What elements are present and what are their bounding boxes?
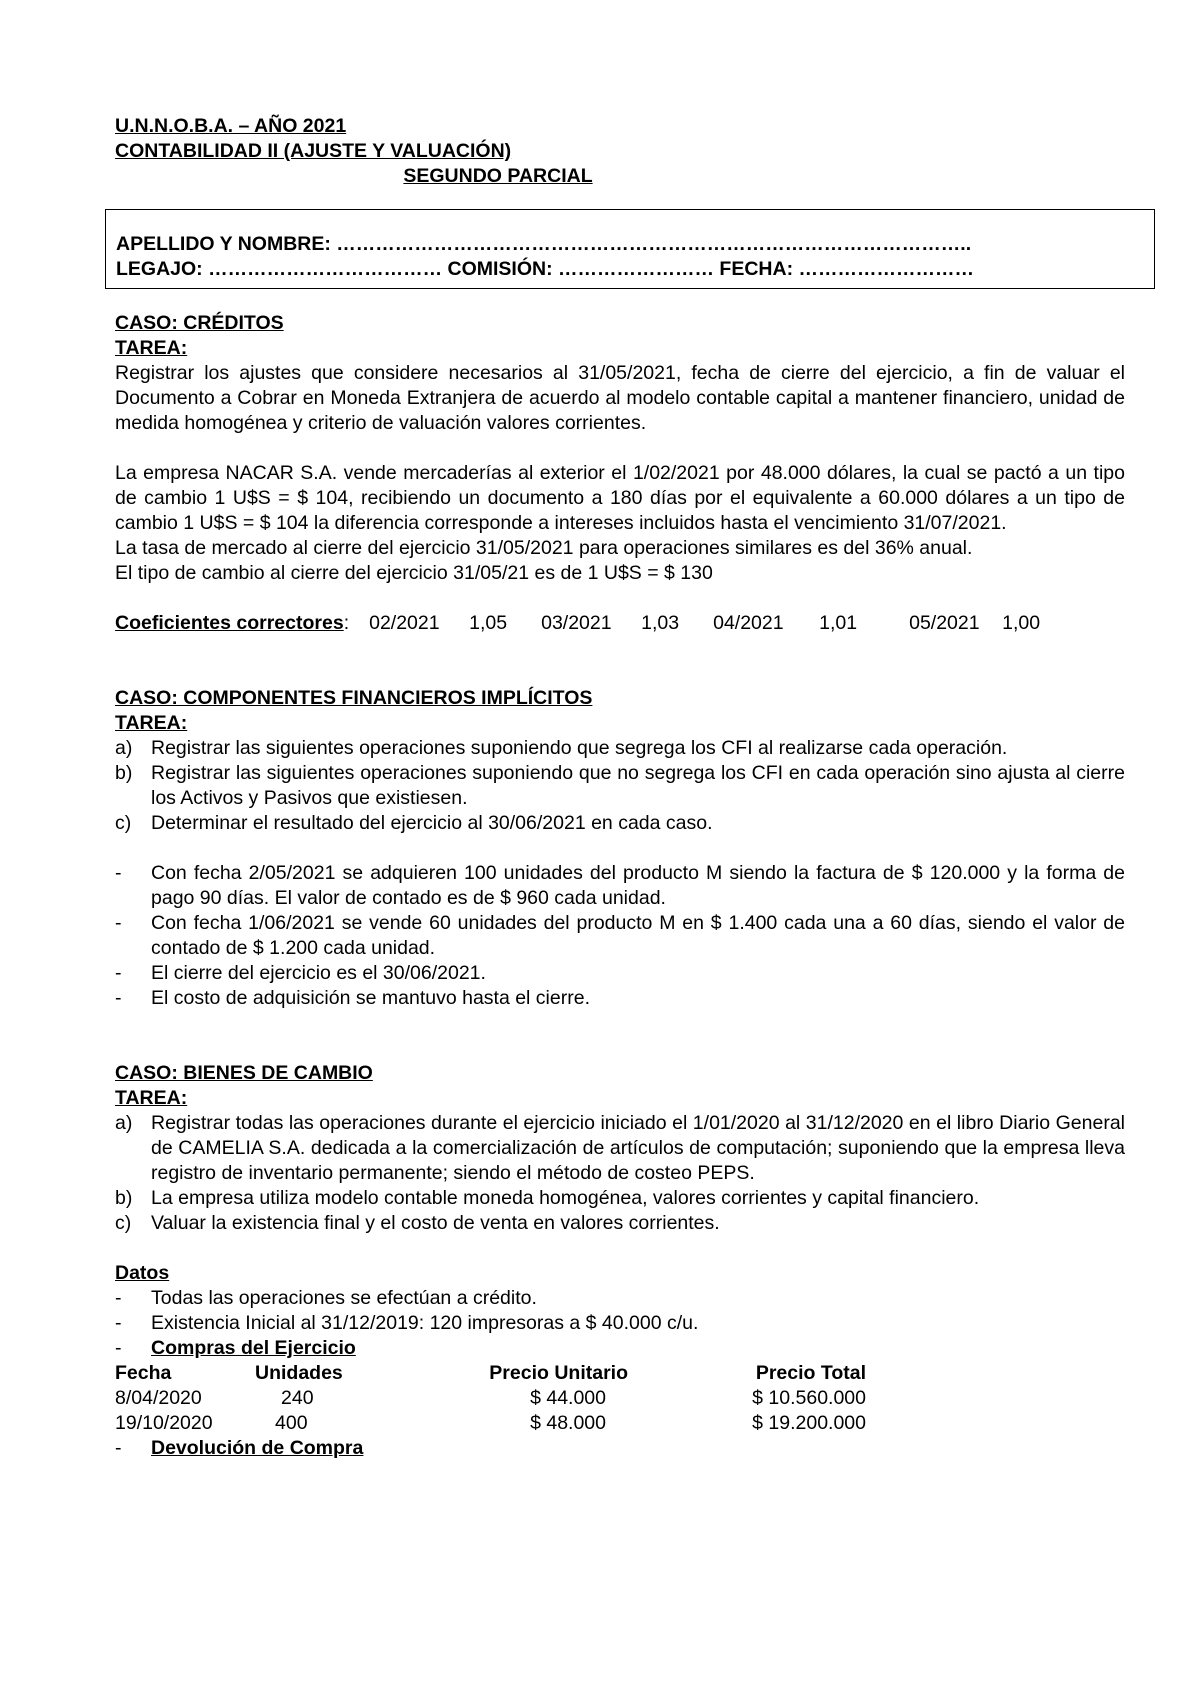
list-text: Registrar las siguientes operaciones suponiendo que no segrega los CFI en cada operación sino ajusta al cierre los Activos y Pasivos que existiesen. (151, 762, 1125, 809)
list-item (115, 811, 1125, 836)
list-item (115, 1111, 1125, 1186)
coeficientes-label: Coeficientes correctores (115, 612, 344, 634)
list-item (115, 1186, 1125, 1211)
compras-table (115, 1361, 866, 1436)
datos-title: Datos (115, 1262, 170, 1284)
caso-creditos-p3: La tasa de mercado al cierre del ejercicio 31/05/2021 para operaciones similares es del 36% anual. (115, 537, 973, 559)
table-cell: $ 44.000 (530, 1387, 606, 1409)
list-text: Registrar todas las operaciones durante el ejercicio iniciado el 1/01/2020 al 31/12/2020 en el libro Diario General de CAMELIA S.A. dedicada a la comercialización de artículos de computación; suponiendo que la empresa lleva registro de inventario permanente; siendo el método de costeo PEPS. (151, 1112, 1125, 1184)
list-item (115, 1211, 1125, 1236)
table-cell: 8/04/2020 (115, 1387, 202, 1409)
devolucion-title: Devolución de Compra (151, 1437, 364, 1459)
header-university: U.N.N.O.B.A. – AÑO 2021 (115, 115, 347, 137)
list-item (115, 1311, 1125, 1336)
list-marker: - (115, 912, 122, 934)
list-item (115, 736, 1125, 761)
table-cell: 240 (281, 1387, 314, 1409)
header-exam-title-wrap (115, 164, 881, 189)
list-item (115, 1336, 1125, 1361)
list-item (115, 961, 1125, 986)
list-marker: - (115, 1337, 122, 1359)
caso-creditos-tarea: TAREA: (115, 337, 188, 359)
list-marker: - (115, 1312, 122, 1334)
coef-valor-4: 1,00 (1002, 612, 1041, 634)
table-cell: $ 10.560.000 (752, 1387, 866, 1409)
list-text: El costo de adquisición se mantuvo hasta el cierre. (151, 987, 590, 1009)
table-header: Precio Total (755, 1362, 866, 1384)
coef-valor-1: 1,05 (469, 612, 508, 634)
student-id-box (105, 209, 1155, 289)
caso-bienes-tarea: TAREA: (115, 1087, 188, 1109)
list-item (115, 986, 1125, 1011)
table-cell: 19/10/2020 (115, 1412, 213, 1434)
devolucion-list (115, 1436, 1125, 1461)
table-header: Fecha (115, 1362, 172, 1384)
coef-mes-2: 03/2021 (541, 612, 612, 634)
list-text: El cierre del ejercicio es el 30/06/2021. (151, 962, 486, 984)
list-marker: c) (115, 1212, 132, 1234)
coef-mes-3: 04/2021 (713, 612, 784, 634)
document-content (115, 114, 1125, 1461)
list-marker: a) (115, 737, 133, 759)
header-exam-title: SEGUNDO PARCIAL (403, 165, 593, 187)
compras-title: Compras del Ejercicio (151, 1337, 356, 1359)
coef-mes-1: 02/2021 (369, 612, 440, 634)
caso-cfi-datos-list (115, 861, 1125, 1011)
caso-creditos-p4: El tipo de cambio al cierre del ejercicio 31/05/21 es de 1 U$S = $ 130 (115, 562, 713, 584)
caso-cfi-tarea: TAREA: (115, 712, 188, 734)
table-header: Precio Unitario (489, 1362, 628, 1384)
list-item (115, 1286, 1125, 1311)
list-text: Registrar las siguientes operaciones suponiendo que segrega los CFI al realizarse cada operación. (151, 737, 1008, 759)
caso-bienes-title: CASO: BIENES DE CAMBIO (115, 1062, 373, 1084)
coef-valor-2: 1,03 (641, 612, 680, 634)
list-marker: - (115, 987, 122, 1009)
list-marker: - (115, 1287, 122, 1309)
caso-cfi-title: CASO: COMPONENTES FINANCIEROS IMPLÍCITOS (115, 687, 593, 709)
list-marker: b) (115, 1187, 133, 1209)
list-item (115, 861, 1125, 911)
list-marker: b) (115, 762, 133, 784)
student-name-line: APELLIDO Y NOMBRE: …………………………………………………………………………………….. (116, 233, 972, 255)
list-marker: a) (115, 1112, 133, 1134)
coeficientes-row (115, 611, 1125, 636)
coef-mes-4: 05/2021 (909, 612, 980, 634)
caso-bienes-datos-list (115, 1286, 1125, 1361)
caso-creditos-p1: Registrar los ajustes que considere necesarios al 31/05/2021, fecha de cierre del ejercicio, a fin de valuar el Documento a Cobrar en Moneda Extranjera de acuerdo al modelo contable capital a mantener financiero, unidad de medida homogénea y criterio de valuación valores corrientes. (115, 362, 1125, 434)
table-row (115, 1411, 866, 1436)
list-item (115, 761, 1125, 811)
student-legajo-line: LEGAJO: ……………………………… COMISIÓN: …………………… FECHA: ……………………… (116, 258, 974, 280)
list-text: Con fecha 1/06/2021 se vende 60 unidades del producto M en $ 1.400 cada una a 60 días, siendo el valor de contado de $ 1.200 cada unidad. (151, 912, 1125, 959)
caso-creditos-title: CASO: CRÉDITOS (115, 312, 284, 334)
list-text: Determinar el resultado del ejercicio al 30/06/2021 en cada caso. (151, 812, 713, 834)
header-subject: CONTABILIDAD II (AJUSTE Y VALUACIÓN) (115, 140, 512, 162)
table-cell: $ 48.000 (530, 1412, 606, 1434)
coef-valor-3: 1,01 (819, 612, 858, 634)
list-marker: - (115, 962, 122, 984)
coeficientes-colon: : (343, 612, 350, 634)
list-text: Todas las operaciones se efectúan a crédito. (151, 1287, 537, 1309)
list-item (115, 911, 1125, 961)
list-marker: - (115, 862, 122, 884)
list-text: Con fecha 2/05/2021 se adquieren 100 unidades del producto M siendo la factura de $ 120.000 y la forma de pago 90 días. El valor de contado es de $ 960 cada unidad. (151, 862, 1125, 909)
caso-cfi-tareas-list (115, 736, 1125, 836)
table-header-row (115, 1361, 866, 1386)
table-cell: $ 19.200.000 (752, 1412, 866, 1434)
list-text: Existencia Inicial al 31/12/2019: 120 impresoras a $ 40.000 c/u. (151, 1312, 699, 1334)
caso-bienes-tareas-list (115, 1111, 1125, 1236)
list-text: Valuar la existencia final y el costo de venta en valores corrientes. (151, 1212, 720, 1234)
table-row (115, 1386, 866, 1411)
list-marker: c) (115, 812, 132, 834)
caso-creditos-p2: La empresa NACAR S.A. vende mercaderías al exterior el 1/02/2021 por 48.000 dólares, la cual se pactó a un tipo de cambio 1 U$S = $ 104, recibiendo un documento a 180 días por el equivalente a 60.000 dólares a un tipo de cambio 1 U$S = $ 104 la diferencia corresponde a intereses incluidos hasta el vencimiento 31/07/2021. (115, 462, 1125, 534)
list-item (115, 1436, 1125, 1461)
table-header: Unidades (255, 1362, 343, 1384)
list-text: La empresa utiliza modelo contable moneda homogénea, valores corrientes y capital financiero. (151, 1187, 980, 1209)
table-cell: 400 (275, 1412, 308, 1434)
list-marker: - (115, 1437, 122, 1459)
